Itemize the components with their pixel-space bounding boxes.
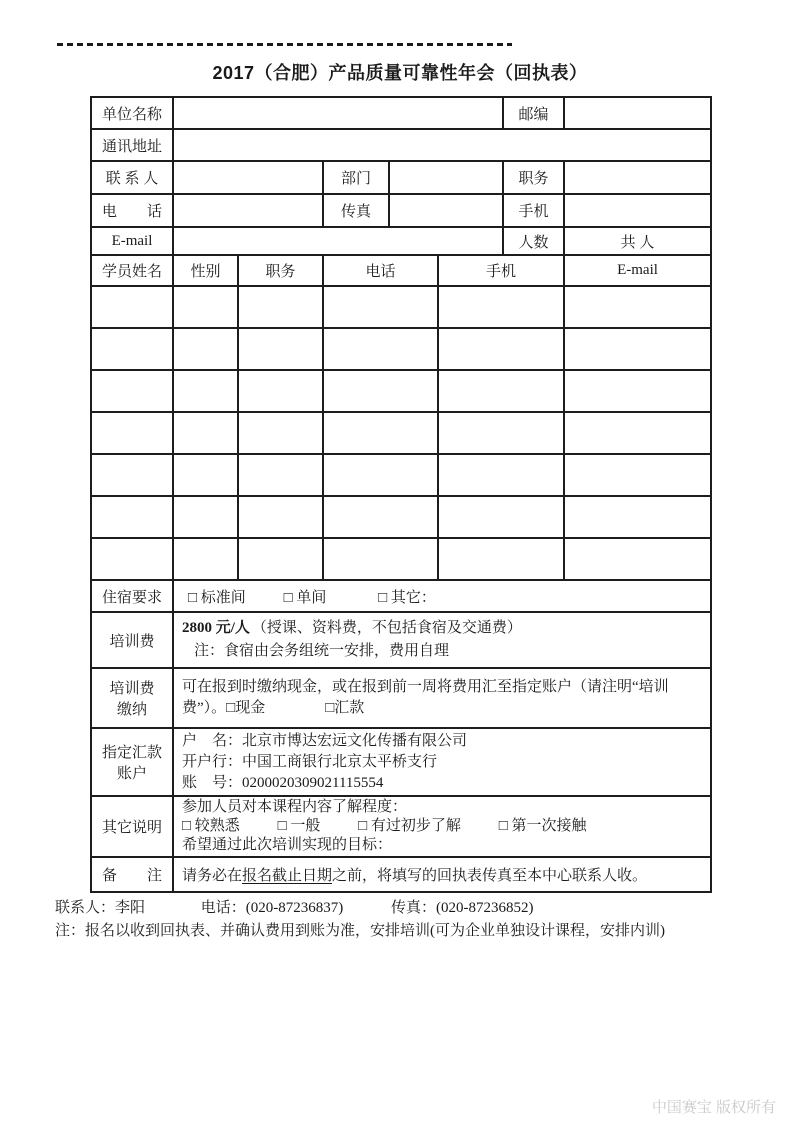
student-cell [238, 496, 323, 538]
checkbox-single-room: □ 单间 [283, 589, 327, 606]
student-position-header: 职务 [238, 255, 323, 286]
fee-amount-desc: （授课、资料费，不包括食宿及交通费） [251, 620, 522, 636]
student-cell [438, 328, 564, 370]
headcount-label: 人数 [503, 227, 564, 255]
fax-input-cell [389, 194, 503, 227]
checkbox-standard-room: □ 标准间 [188, 589, 246, 606]
remark-content-cell [173, 857, 711, 892]
row-accommodation [91, 580, 711, 612]
fax-label: 传真 [323, 194, 389, 227]
student-cell [564, 286, 711, 328]
student-row [91, 454, 711, 496]
postcode-label: 邮编 [503, 97, 564, 129]
student-cell [173, 328, 238, 370]
student-cell [91, 328, 173, 370]
row-contact-person [91, 161, 711, 194]
position-label: 职务 [503, 161, 564, 194]
payment-text: 可在报到时缴纳现金，或在报到前一周将费用汇至指定账户（请注明“培训费”）。 [182, 679, 669, 716]
student-cell [238, 412, 323, 454]
student-row [91, 370, 711, 412]
student-cell [173, 538, 238, 580]
student-cell [238, 538, 323, 580]
student-cell [323, 538, 438, 580]
student-email-header: E-mail [564, 255, 711, 286]
student-cell [91, 538, 173, 580]
student-cell [438, 286, 564, 328]
student-cell [173, 370, 238, 412]
student-row [91, 412, 711, 454]
student-cell [323, 454, 438, 496]
student-cell [238, 370, 323, 412]
address-input-cell [173, 129, 711, 161]
footer-note: 注：报名以收到回执表、并确认费用到账为准，安排培训(可为企业单独设计课程，安排内训) [55, 923, 665, 939]
row-other-notes [91, 796, 711, 857]
contact-person-label: 联 系 人 [91, 161, 173, 194]
student-cell [91, 286, 173, 328]
account-bank: 开户行：中国工商银行北京太平桥支行 [182, 753, 438, 770]
other-notes-label: 其它说明 [91, 796, 173, 857]
student-cell [323, 496, 438, 538]
fee-note: 注：食宿由会务组统一安排，费用自理 [194, 643, 450, 659]
student-cell [438, 412, 564, 454]
familiarity-options [182, 817, 702, 836]
account-number: 账 号：0200020309021115554 [182, 774, 384, 791]
student-cell [438, 370, 564, 412]
student-row [91, 538, 711, 580]
payment-label-line1: 培训费 [109, 681, 155, 697]
student-cell [564, 370, 711, 412]
student-cell [173, 454, 238, 496]
row-phone [91, 194, 711, 227]
footer-fax: 传真：(020-87236852) [391, 900, 534, 916]
other-notes-goal: 希望通过此次培训实现的目标： [182, 837, 393, 853]
student-cell [91, 454, 173, 496]
footer-contact-person: 联系人：李阳 [55, 900, 146, 916]
row-unit-name [91, 97, 711, 129]
student-cell [91, 412, 173, 454]
student-header-row [91, 255, 711, 286]
row-address [91, 129, 711, 161]
email-input-cell [173, 227, 503, 255]
fee-label: 培训费 [91, 612, 173, 668]
fee-amount: 2800 元/人 [182, 620, 250, 636]
student-cell [173, 286, 238, 328]
payment-label [91, 668, 173, 728]
email-label: E-mail [91, 227, 173, 255]
checkbox-first-contact: □ 第一次接触 [498, 818, 587, 834]
remark-deadline: 报名截止日期 [242, 868, 333, 884]
department-input-cell [389, 161, 503, 194]
student-cell [323, 286, 438, 328]
registration-form-table [90, 96, 712, 893]
other-notes-intro: 参加人员对本课程内容了解程度： [182, 799, 408, 815]
student-cell [238, 454, 323, 496]
student-cell [438, 496, 564, 538]
student-cell [564, 538, 711, 580]
account-label [91, 728, 173, 796]
student-cell [91, 496, 173, 538]
watermark: 中国赛宝 版权所有 [651, 1099, 776, 1116]
student-cell [238, 286, 323, 328]
remark-label: 备 注 [91, 857, 173, 892]
footer-phone: 电话：(020-87236837) [200, 900, 344, 916]
checkbox-other-room: □ 其它： [378, 589, 436, 606]
fee-content-cell [173, 612, 711, 668]
department-label: 部门 [323, 161, 389, 194]
postcode-input-cell [564, 97, 711, 129]
phone-label: 电 话 [91, 194, 173, 227]
student-row [91, 328, 711, 370]
unit-name-input-cell [173, 97, 503, 129]
remark-pre: 请务必在 [182, 868, 243, 884]
student-cell [564, 412, 711, 454]
student-cell [323, 328, 438, 370]
student-cell [438, 454, 564, 496]
payment-content-cell [173, 668, 711, 728]
footer-contact-line [55, 896, 534, 917]
remark-post: 之前，将填写的回执表传真至本中心联系人收。 [332, 868, 648, 884]
student-row [91, 286, 711, 328]
account-holder: 户 名：北京市博达宏远文化传播有限公司 [182, 732, 468, 749]
contact-person-input-cell [173, 161, 323, 194]
other-notes-content-cell [173, 796, 711, 857]
phone-input-cell [173, 194, 323, 227]
checkbox-cash: □现金 [226, 700, 266, 716]
payment-label-line2: 缴纳 [116, 702, 147, 718]
student-cell [173, 412, 238, 454]
account-label-line2: 账户 [116, 766, 147, 782]
student-cell [173, 496, 238, 538]
mobile-input-cell [564, 194, 711, 227]
fee-amount-line [182, 617, 702, 640]
student-cell [438, 538, 564, 580]
accommodation-options-cell [173, 580, 711, 612]
separator-dashed-line [57, 43, 512, 46]
position-input-cell [564, 161, 711, 194]
student-cell [564, 454, 711, 496]
student-cell [91, 370, 173, 412]
checkbox-average: □ 一般 [277, 818, 321, 834]
row-account [91, 728, 711, 796]
student-name-header: 学员姓名 [91, 255, 173, 286]
row-fee [91, 612, 711, 668]
account-content-cell [173, 728, 711, 796]
checkbox-remittance: □汇款 [325, 700, 365, 716]
address-label: 通讯地址 [91, 129, 173, 161]
student-cell [564, 496, 711, 538]
headcount-value: 共 人 [564, 227, 711, 255]
student-cell [238, 328, 323, 370]
mobile-label: 手机 [503, 194, 564, 227]
row-payment [91, 668, 711, 728]
student-row [91, 496, 711, 538]
student-cell [564, 328, 711, 370]
account-label-line1: 指定汇款 [101, 745, 162, 761]
row-remark [91, 857, 711, 892]
student-phone-header: 电话 [323, 255, 438, 286]
student-cell [323, 412, 438, 454]
student-gender-header: 性别 [173, 255, 238, 286]
student-cell [323, 370, 438, 412]
checkbox-familiar: □ 较熟悉 [182, 818, 240, 834]
row-email [91, 227, 711, 255]
checkbox-basic-understanding: □ 有过初步了解 [358, 818, 461, 834]
form-title: 2017（合肥）产品质量可靠性年会（回执表） [212, 63, 588, 83]
accommodation-label: 住宿要求 [91, 580, 173, 612]
student-mobile-header: 手机 [438, 255, 564, 286]
unit-name-label: 单位名称 [91, 97, 173, 129]
